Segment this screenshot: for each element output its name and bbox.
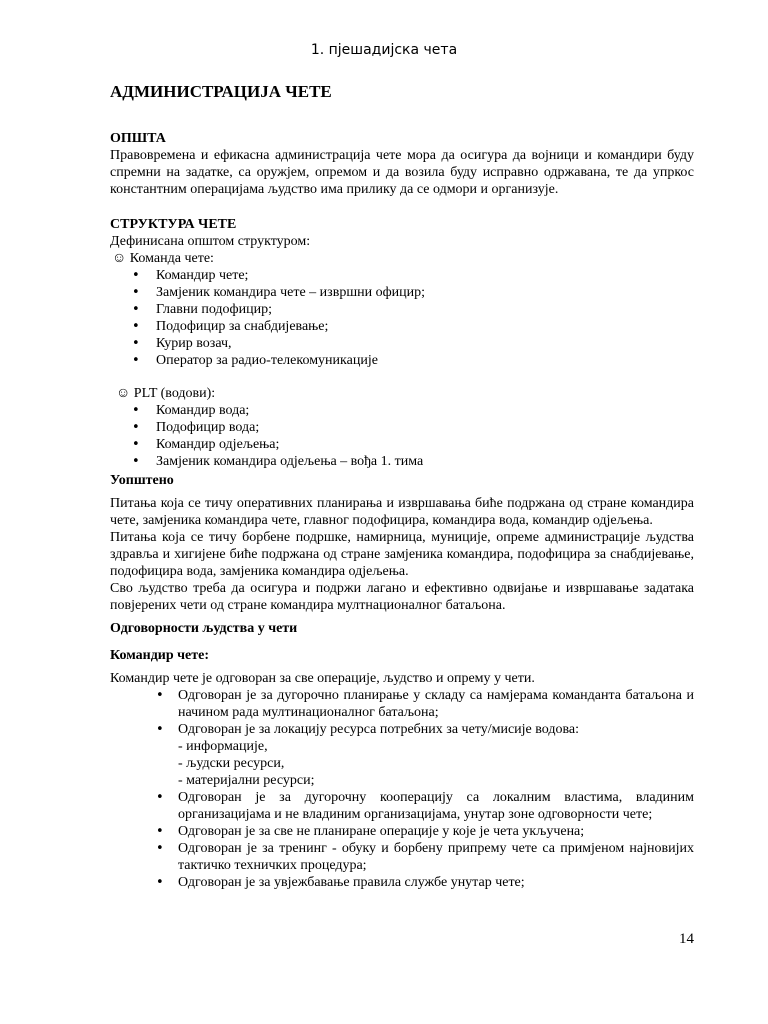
list-subitem: - информације, (178, 739, 268, 754)
list-item (110, 721, 694, 789)
responsibilities-heading: Одговорности људства у чети (110, 621, 298, 636)
page-title: АДМИНИСТРАЦИЈА ЧЕТЕ (110, 82, 332, 101)
list-item (110, 823, 694, 840)
command-list (110, 267, 694, 369)
list-item: • Командир одјељења; (110, 436, 694, 453)
section-general-text: Правовремена и ефикасна администрација чете мора да осигура да војници и командири буду спремни на задатке, са оружјем, опремом и да возила буду исправно одржавана, те да упркос константним операцијама људство има прилику да се одмори и организује. (110, 148, 694, 197)
command-label: ☺ Команда чете: (112, 251, 214, 266)
list-item-text: Одговоран је за локацију ресурса потребних за чету/мисије водова: (178, 722, 580, 737)
list-item: • Замјеник командира одјељења – вођа 1. тима (110, 453, 694, 470)
general2-paragraph: Питања која се тичу борбене подршке, намирница, муниције, опреме администрације људства здравља и хигијене биће подржана од стране замјеника командира, подофицира за снабдијевање, подофицира вода, замјеника командира одјељења. (110, 530, 694, 579)
page-number: 14 (679, 931, 694, 947)
list-item-text: Одговоран је за дугорочну кооперацију са локалним властима, владиним организацијама и не владиним организацијама, унутар зоне одговорности чете; (178, 790, 694, 822)
list-item (110, 687, 694, 721)
list-item: • Командир чете; (110, 267, 694, 284)
list-item-text: Одговоран је за све не планиране операције у које је чета укључена; (178, 824, 585, 839)
structure-intro: Дефинисана општом структуром: (110, 234, 311, 249)
list-item (110, 874, 694, 891)
company-commander-heading: Командир чете: (110, 648, 209, 663)
list-item-text: Одговоран је за дугорочно планирање у складу са намјерама команданта батаљона и начином рада мултинационалног батаљона; (178, 688, 694, 720)
plt-list (110, 402, 694, 470)
list-subitem: - људски ресурси, (178, 756, 285, 771)
general2-paragraph: Питања која се тичу оперативних планирања и извршавања биће подржана од стране командира чете, замјеника командира чете, главног подофицира, командира вода, командир одјељења. (110, 496, 694, 528)
general2-paragraph: Сво људство треба да осигура и подржи лагано и ефективно одвијање и извршавање задатака повјерених чети од стране командира мултнационалног батаљона. (110, 581, 694, 613)
list-subitem: - материјални ресурси; (178, 773, 315, 788)
list-item-text: Одговоран је за увјежбавање правила службе унутар чете; (178, 875, 525, 890)
page-header: 1. пјешадијска чета (310, 42, 458, 58)
list-item: • Подофицир вода; (110, 419, 694, 436)
responsibilities-list (110, 687, 694, 891)
list-item: • Подофицир за снабдијевање; (110, 318, 694, 335)
list-item: • Курир возач, (110, 335, 694, 352)
list-item-text: Одговоран је за тренинг - обуку и борбену припрему чете са примјеном најновијих тактичко техничких процедура; (178, 841, 694, 873)
list-item: • Замјеник командира чете – извршни официр; (110, 284, 694, 301)
list-item (110, 840, 694, 874)
list-item: • Главни подофицир; (110, 301, 694, 318)
list-item: • Оператор за радио-телекомуникације (110, 352, 694, 369)
section-structure-heading: СТРУКТУРА ЧЕТЕ (110, 217, 237, 232)
plt-label: ☺ PLT (водови): (116, 386, 216, 401)
company-commander-intro: Командир чете је одговоран за све операције, људство и опрему у чети. (110, 671, 535, 686)
list-item (110, 789, 694, 823)
section-general-heading: ОПШТА (110, 131, 166, 146)
list-item: • Командир вода; (110, 402, 694, 419)
document-body (110, 82, 694, 891)
section-general2-heading: Уопштено (110, 473, 174, 488)
